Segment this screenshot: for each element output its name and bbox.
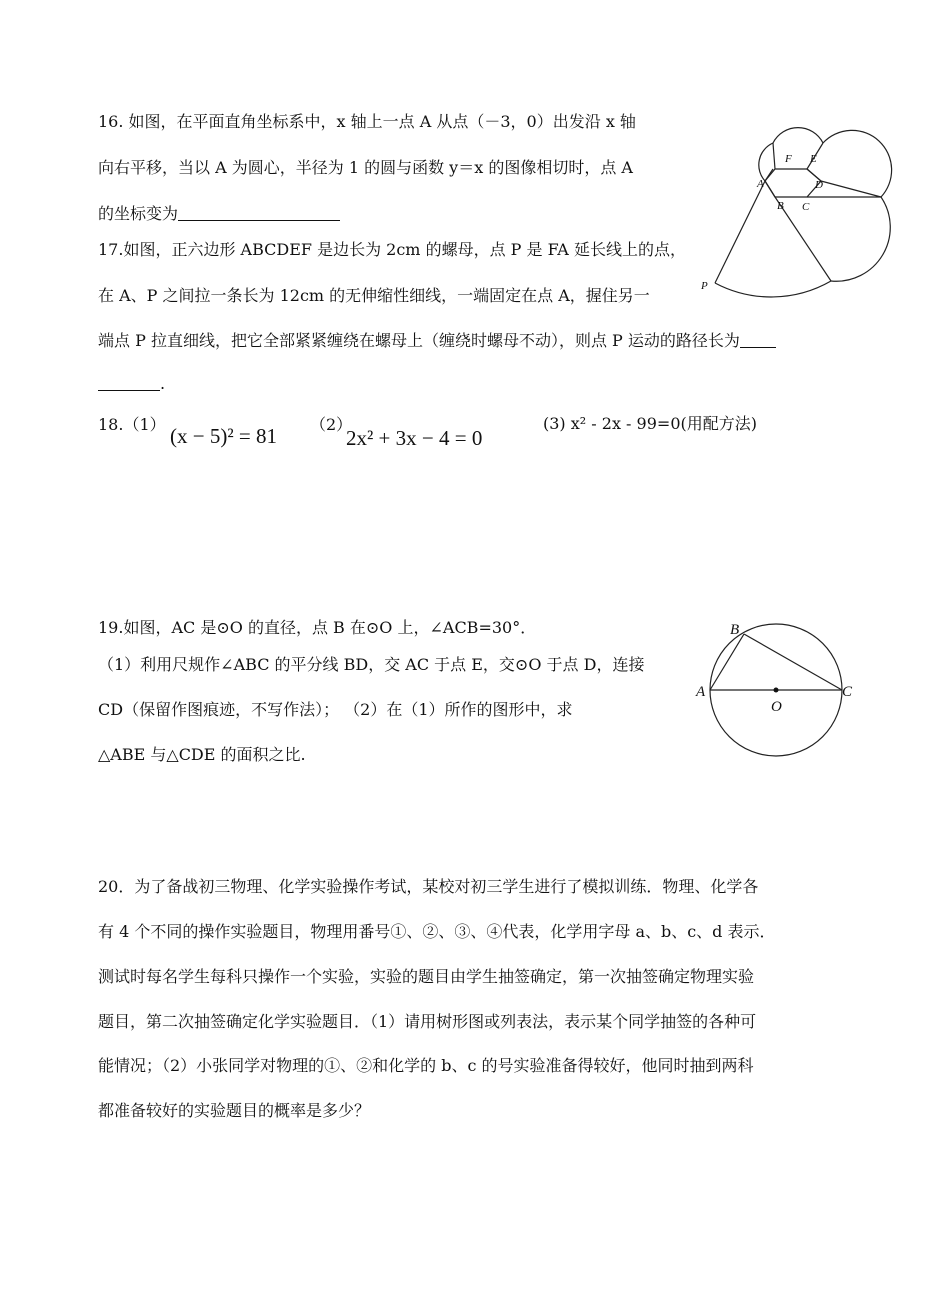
q19-line-1: 19.如图，AC 是⊙O 的直径，点 B 在⊙O 上，∠ACB=30°． <box>98 618 537 637</box>
q17-line-3-text: 端点 P 拉直细线，把它全部紧紧缠绕在螺母上（缠绕时螺母不动），则点 P 运动的路径长为 <box>98 331 740 350</box>
q18-part-3: (3) x² - 2x - 99=0(用配方法) <box>543 414 757 433</box>
center-point-o <box>774 688 779 693</box>
label-a: A <box>757 178 764 190</box>
q17-answer-blank-1[interactable] <box>740 331 776 348</box>
arc-2 <box>773 128 823 143</box>
q17-line-1: 17.如图，正六边形 ABCDEF 是边长为 2cm 的螺母，点 P 是 FA 延长线上的点， <box>98 240 686 259</box>
q17-line-3 <box>98 331 776 351</box>
q16-answer-blank[interactable] <box>178 204 340 221</box>
q20-line-5: 能情况；（2）小张同学对物理的①、②和化学的 b、c 的号实验准备得较好，他同时抽到两科 <box>98 1056 754 1075</box>
q17-line-2: 在 A、P 之间拉一条长为 12cm 的无伸缩性细线，一端固定在点 A，握住另一 <box>98 286 650 305</box>
chord-bc <box>744 634 842 690</box>
q19-line-4: △ABE 与△CDE 的面积之比. <box>98 745 306 764</box>
thread-line-ap <box>715 181 765 283</box>
hexagon-nut-figure <box>695 115 895 300</box>
q20-line-6: 都准备较好的实验题目的概率是多少？ <box>98 1101 371 1120</box>
q18-part-2-label: （2） <box>310 415 353 434</box>
chord-ab <box>710 634 744 690</box>
label-a: A <box>696 684 706 700</box>
label-f: F <box>785 153 792 165</box>
label-p: P <box>701 280 708 292</box>
label-c: C <box>842 684 853 700</box>
q20-line-2: 有 4 个不同的操作实验题目，物理用番号①、②、③、④代表，化学用字母 a、b、c、d 表示． <box>98 922 776 941</box>
circle-diameter-figure <box>692 616 862 761</box>
arc-5 <box>715 281 831 297</box>
q16-line-3-text: 的坐标变为 <box>98 204 179 223</box>
q17-line-4-text: . <box>160 374 166 393</box>
q17-answer-blank-2[interactable] <box>98 374 160 391</box>
arc-4 <box>831 197 890 281</box>
q20-line-4: 题目，第二次抽签确定化学实验题目．（1）请用树形图或列表法，表示某个同学抽签的各种可 <box>98 1012 757 1031</box>
q16-line-1: 16. 如图，在平面直角坐标系中，x 轴上一点 A 从点（－3，0）出发沿 x 轴 <box>98 112 636 131</box>
label-o: O <box>771 699 782 715</box>
q18-equation-2: 2x² + 3x − 4 = 0 <box>346 426 483 450</box>
label-b: B <box>730 622 740 638</box>
arc-1 <box>759 143 773 181</box>
q16-line-2: 向右平移，当以 A 为圆心，半径为 1 的圆与函数 y＝x 的图像相切时，点 A <box>98 158 633 177</box>
label-b: B <box>777 200 784 212</box>
q20-line-1: 20．为了备战初三物理、化学实验操作考试，某校对初三学生进行了模拟训练．物理、化学各 <box>98 877 759 896</box>
q19-line-3: CD（保留作图痕迹，不写作法）； （2）在（1）所作的图形中，求 <box>98 700 573 719</box>
q18-equation-1: (x − 5)² = 81 <box>170 424 277 448</box>
label-d: D <box>815 179 823 191</box>
label-e: E <box>810 153 817 165</box>
arc-3 <box>823 130 892 197</box>
label-c: C <box>802 201 810 213</box>
q17-line-4 <box>98 374 165 394</box>
q19-line-2: （1）利用尺规作∠ABC 的平分线 BD，交 AC 于点 E，交⊙O 于点 D，连接 <box>98 655 645 674</box>
q18-part-1-label: 18.（1） <box>98 415 166 434</box>
q16-line-3 <box>98 204 340 224</box>
q20-line-3: 测试时每名学生每科只操作一个实验，实验的题目由学生抽签确定，第一次抽签确定物理实验 <box>98 967 755 986</box>
